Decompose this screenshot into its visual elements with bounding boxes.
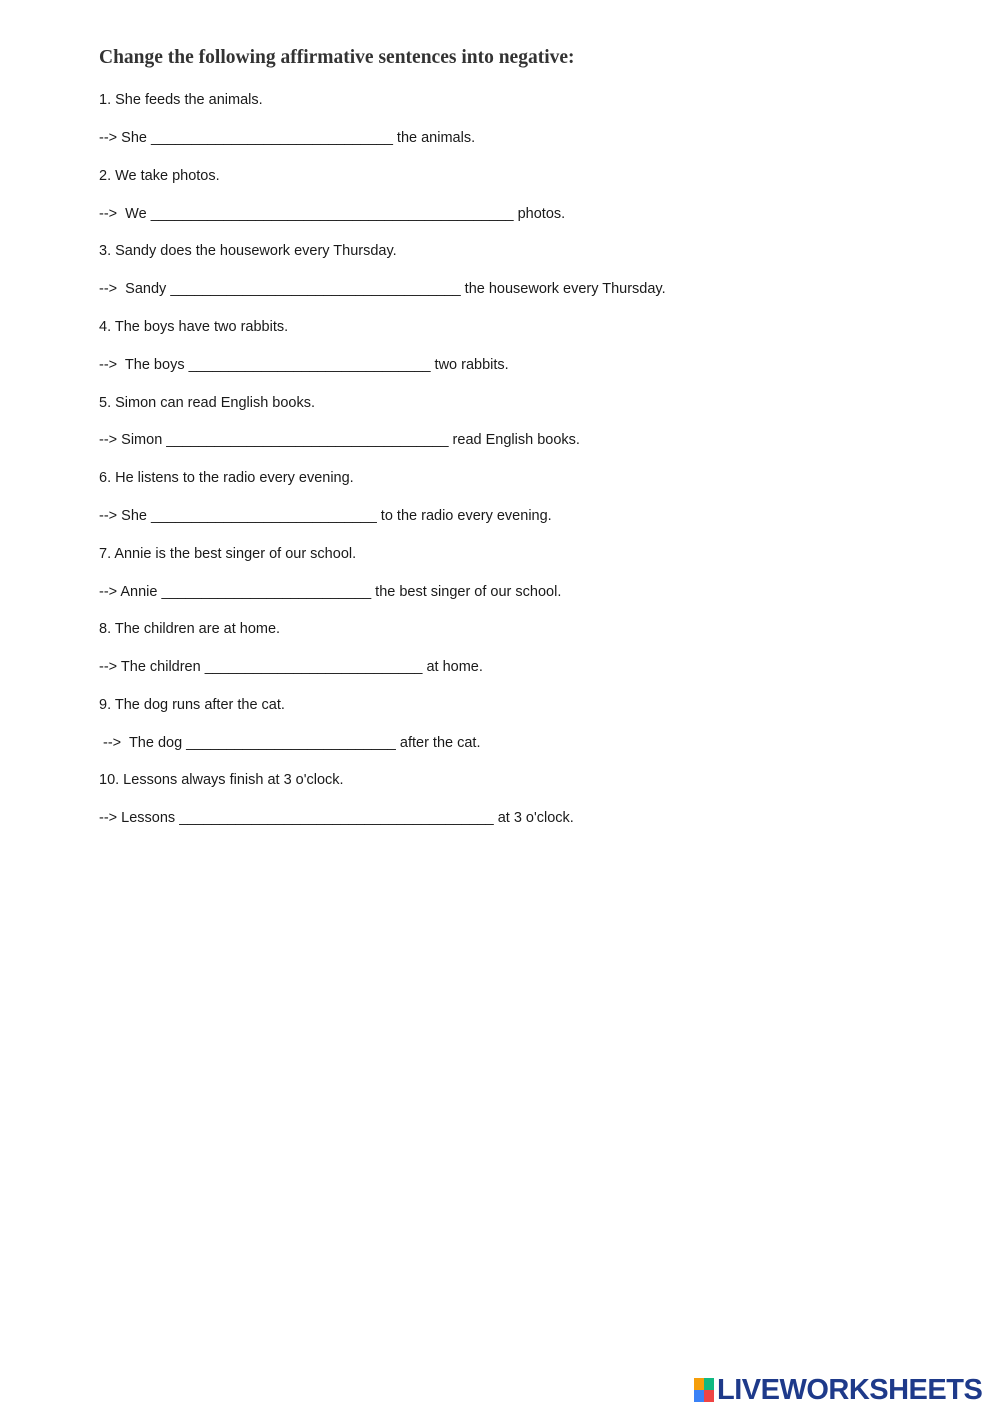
exercise-sentence: 6. He listens to the radio every evening.: [99, 470, 354, 486]
answer-line: --> Sandy ____________________________________ the housework every Thursday.: [99, 281, 666, 297]
answer-line: --> The dog __________________________ after the cat.: [99, 735, 481, 751]
answer-line: --> Lessons _______________________________________ at 3 o'clock.: [99, 810, 574, 826]
answer-line: --> The boys ______________________________ two rabbits.: [99, 357, 509, 373]
logo-text: LIVEWORKSHEETS: [717, 1374, 983, 1406]
exercise-sentence: 8. The children are at home.: [99, 621, 281, 637]
answer-line: --> Annie __________________________ the best singer of our school.: [99, 584, 562, 600]
liveworksheets-logo: [694, 1374, 982, 1406]
answer-line: --> She ____________________________ to the radio every evening.: [99, 508, 552, 524]
exercise-sentence: 10. Lessons always finish at 3 o'clock.: [99, 772, 344, 788]
exercise-sentence: 9. The dog runs after the cat.: [99, 697, 285, 713]
answer-line: --> She ______________________________ the animals.: [99, 130, 476, 146]
answer-line: --> The children ___________________________ at home.: [99, 659, 483, 675]
exercise-sentence: 7. Annie is the best singer of our school.: [99, 546, 357, 562]
page-title: Change the following affirmative sentences into negative:: [99, 47, 575, 68]
exercise-sentence: 5. Simon can read English books.: [99, 395, 316, 411]
answer-line: --> We _____________________________________________ photos.: [99, 206, 566, 222]
exercise-sentence: 2. We take photos.: [99, 168, 220, 184]
exercise-sentence: 4. The boys have two rabbits.: [99, 319, 289, 335]
liveworksheets-logo-icon: [694, 1378, 714, 1402]
exercise-sentence: 1. She feeds the animals.: [99, 92, 263, 108]
exercise-sentence: 3. Sandy does the housework every Thursday.: [99, 243, 397, 259]
answer-line: --> Simon ___________________________________ read English books.: [99, 432, 580, 448]
